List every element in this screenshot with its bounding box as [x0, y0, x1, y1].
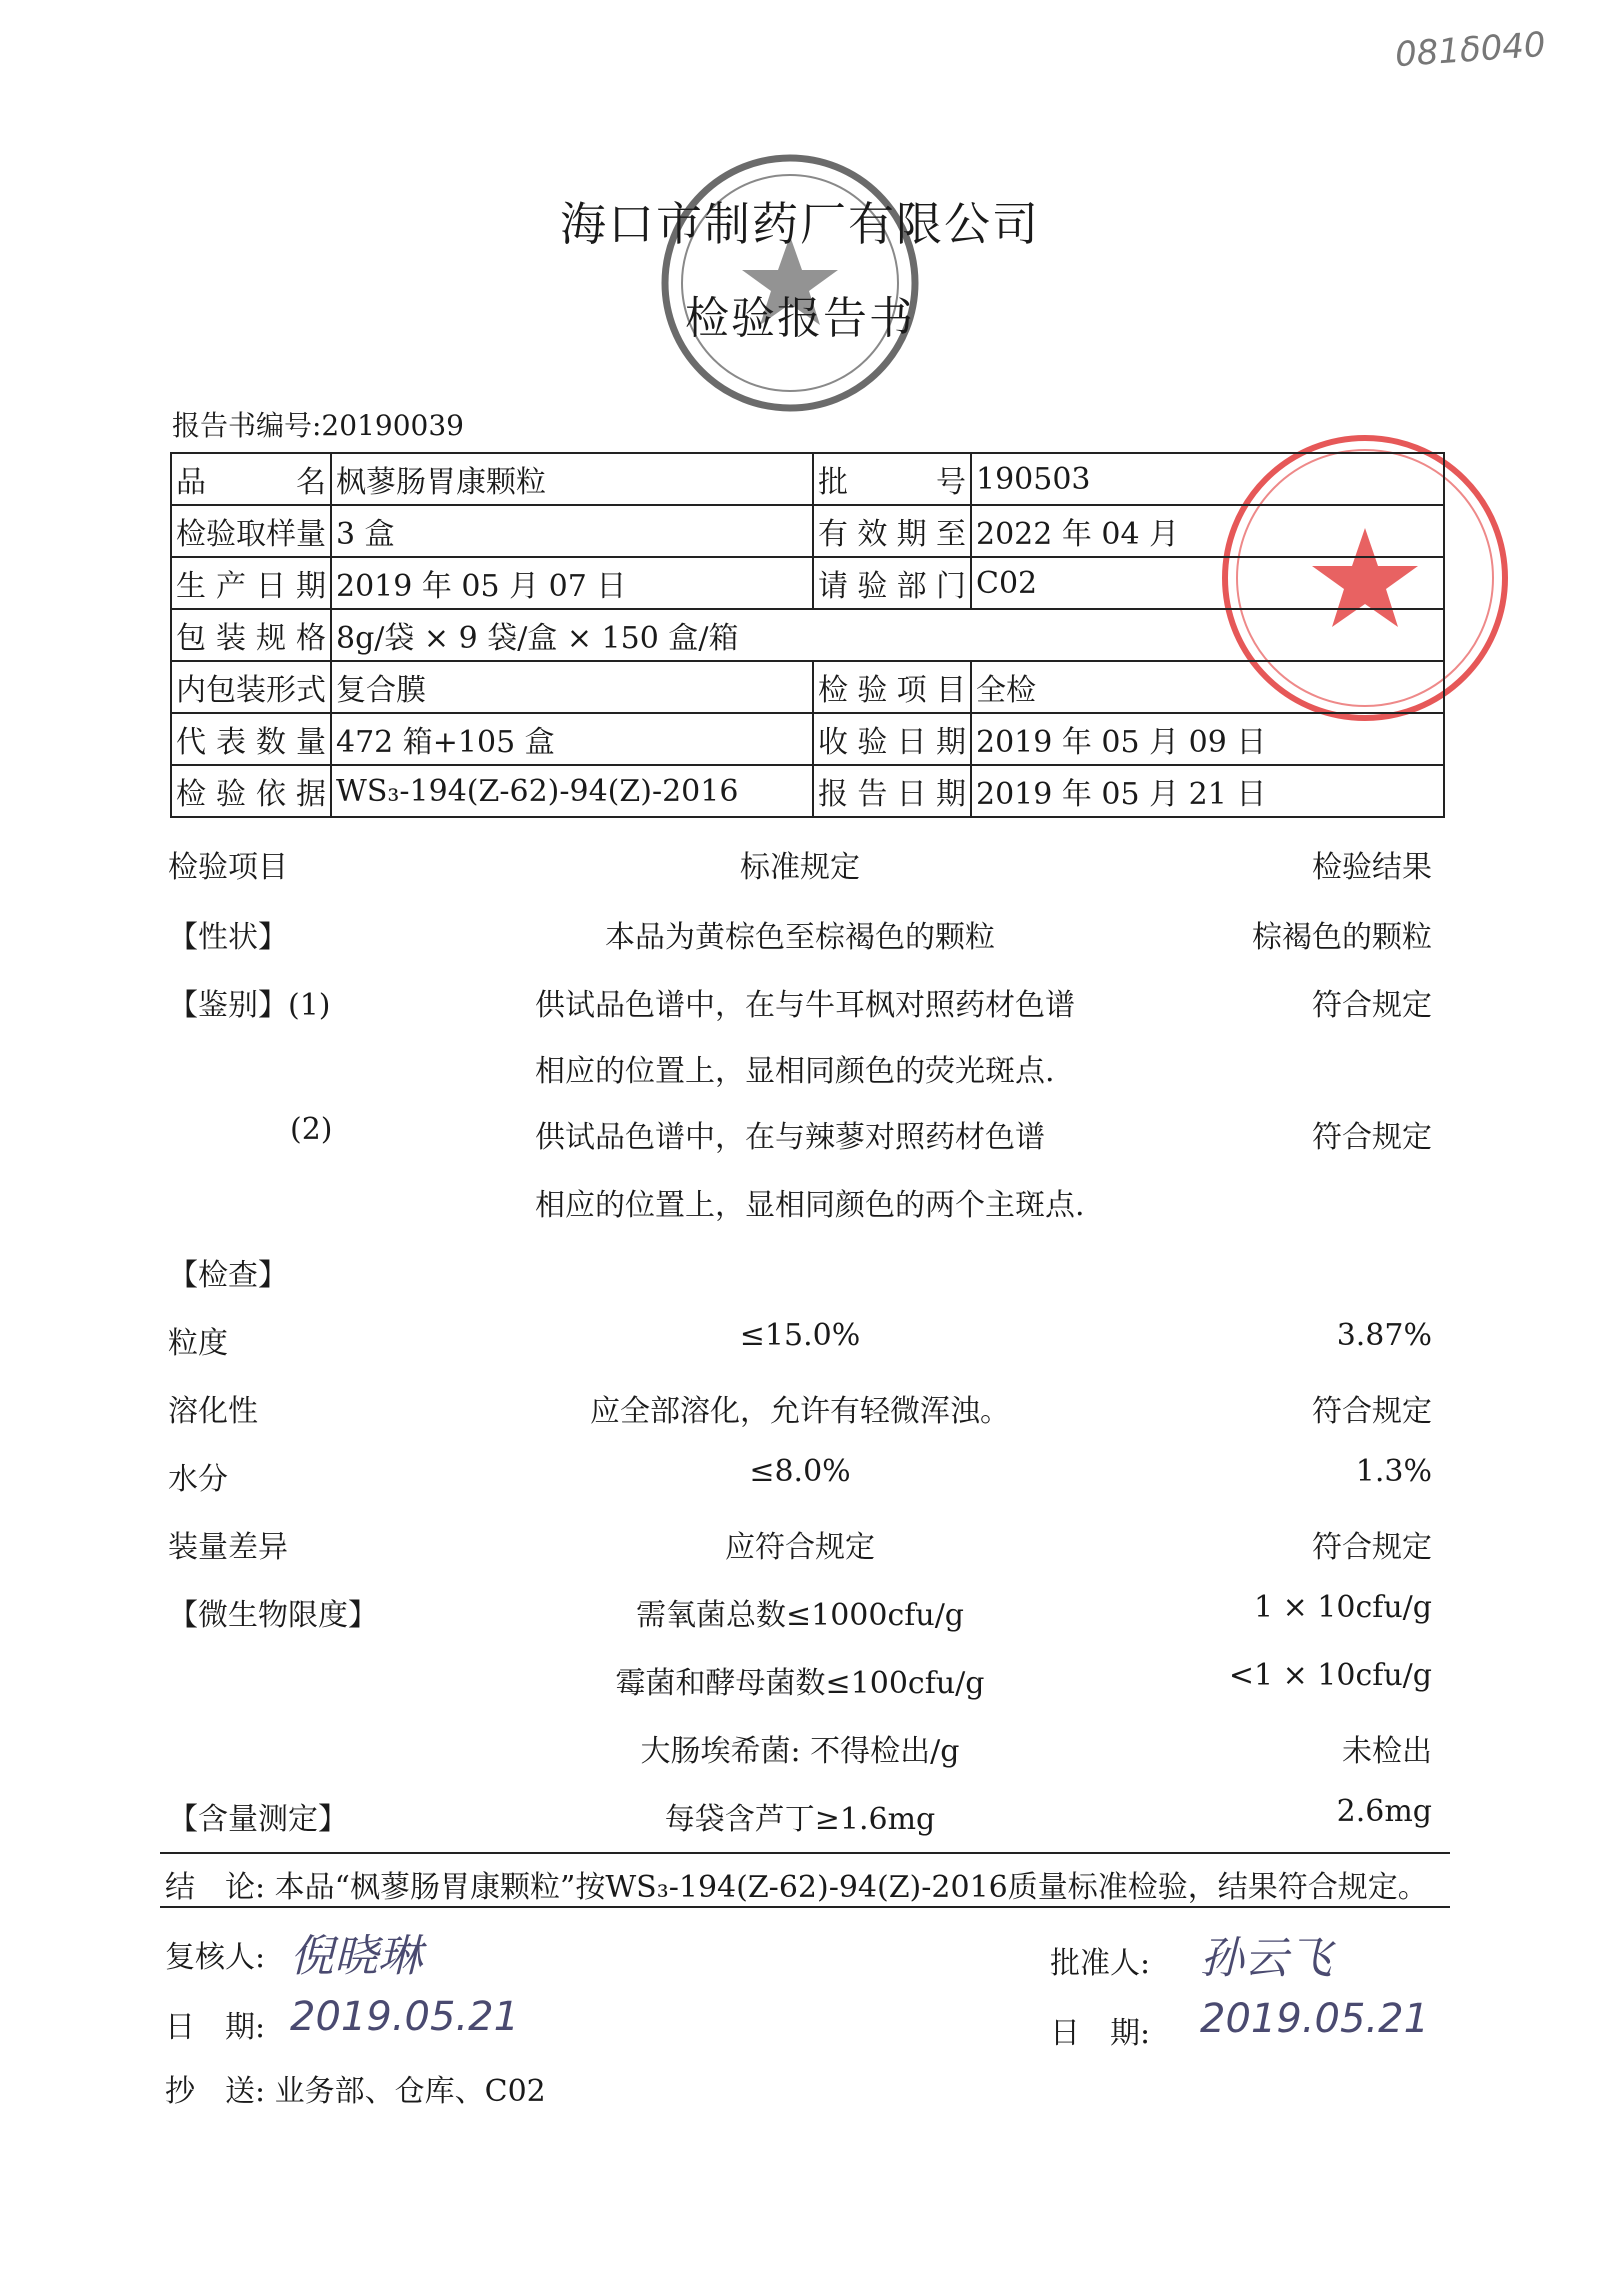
approver-label: 批准人: [1050, 1946, 1151, 1981]
granularity-standard: ≤15.0% [739, 1318, 861, 1353]
check-label: 【检查】 [168, 1258, 288, 1293]
characteristics-standard: 本品为黄棕色至棕褐色的颗粒 [605, 920, 995, 955]
identification-2-line1: 供试品色谱中，在与辣蓼对照药材色谱 [535, 1120, 1045, 1155]
fill-variation-result: 符合规定 [1312, 1530, 1432, 1565]
report-date-value: 2019 年 05 月 21 日 [971, 765, 1444, 817]
solubility-standard: 应全部溶化，允许有轻微浑浊。 [590, 1394, 1010, 1429]
assay-label: 【含量测定】 [168, 1802, 348, 1837]
identification-1-result: 符合规定 [1312, 988, 1432, 1023]
table-row [171, 661, 1444, 713]
solubility-result: 符合规定 [1312, 1394, 1432, 1429]
recv-date-label: 收验日期 [813, 713, 971, 765]
expiry-value: 2022 年 04 月 [971, 505, 1444, 557]
company-name: 海口市制药厂有限公司 [560, 197, 1040, 251]
table-row [171, 453, 1444, 505]
moisture-result: 1.3% [1355, 1454, 1432, 1489]
moisture-standard: ≤8.0% [749, 1454, 851, 1489]
expiry-label: 有效期至 [813, 505, 971, 557]
report-date-label: 报告日期 [813, 765, 971, 817]
table-row [171, 609, 1444, 661]
batch-value: 190503 [971, 453, 1444, 505]
date-left: 2019.05.21 [290, 1994, 520, 2040]
cc-line: 抄 送: 业务部、仓库、C02 [165, 2074, 546, 2109]
reviewer-signature: 倪晓琳 [290, 1931, 422, 1982]
test-item-value: 全检 [971, 661, 1444, 713]
pack-spec-value: 8g/袋 × 9 袋/盒 × 150 盒/箱 [331, 609, 1444, 661]
identification-2-result: 符合规定 [1312, 1120, 1432, 1155]
qty-label: 代表数量 [171, 713, 331, 765]
characteristics-result: 棕褐色的颗粒 [1252, 920, 1432, 955]
recv-date-value: 2019 年 05 月 09 日 [971, 713, 1444, 765]
approver-signature: 孙云飞 [1200, 1933, 1332, 1984]
identification-1-line1: 供试品色谱中，在与牛耳枫对照药材色谱 [535, 988, 1075, 1023]
col-result-header: 检验结果 [1312, 850, 1432, 885]
qty-value: 472 箱+105 盒 [331, 713, 813, 765]
corner-handwritten-note: 081δ040 [1393, 24, 1547, 76]
basis-value: WS₃-194(Z-62)-94(Z)-2016 [331, 765, 813, 817]
col-standard-header: 标准规定 [740, 850, 860, 885]
table-row [171, 713, 1444, 765]
solubility-label: 溶化性 [168, 1394, 258, 1429]
test-item-label: 检验项目 [813, 661, 971, 713]
prod-date-label: 生产日期 [171, 557, 331, 609]
assay-result: 2.6mg [1336, 1794, 1432, 1829]
microbial-2-result: <1 × 10cfu/g [1228, 1658, 1432, 1693]
table-row [171, 765, 1444, 817]
sample-value: 3 盒 [331, 505, 813, 557]
characteristics-label: 【性状】 [168, 920, 288, 955]
product-info-table [170, 452, 1445, 818]
granularity-result: 3.87% [1336, 1318, 1432, 1353]
microbial-3-standard: 大肠埃希菌: 不得检出/g [640, 1734, 960, 1769]
date-right: 2019.05.21 [1200, 1996, 1430, 2042]
identification-1-line2: 相应的位置上，显相同颜色的荧光斑点. [535, 1054, 1055, 1089]
table-row [171, 505, 1444, 557]
conclusion-text: 结 论: 本品“枫蓼肠胃康颗粒”按WS₃-194(Z-62)-94(Z)-2016质量标准检验，结果符合规定。 [165, 1870, 1428, 1905]
granularity-label: 粒度 [168, 1326, 228, 1361]
date-label-right: 日 期: [1050, 2016, 1151, 2051]
table-row [171, 557, 1444, 609]
inner-pack-value: 复合膜 [331, 661, 813, 713]
prod-date-value: 2019 年 05 月 07 日 [331, 557, 813, 609]
fill-variation-standard: 应符合规定 [725, 1530, 875, 1565]
reviewer-label: 复核人: [165, 1940, 266, 1975]
pack-spec-label: 包装规格 [171, 609, 331, 661]
identification-label: 【鉴别】(1) [168, 988, 331, 1023]
divider-top [160, 1852, 1450, 1854]
microbial-1-standard: 需氧菌总数≤1000cfu/g [635, 1598, 965, 1633]
report-title: 检验报告书 [685, 293, 915, 344]
dept-label: 请验部门 [813, 557, 971, 609]
batch-label: 批 号 [813, 453, 971, 505]
identification-2-label: (2) [290, 1112, 333, 1147]
date-label-left: 日 期: [165, 2010, 266, 2045]
microbial-label: 【微生物限度】 [168, 1598, 378, 1633]
col-item-header: 检验项目 [168, 850, 288, 885]
assay-standard: 每袋含芦丁≥1.6mg [664, 1802, 936, 1837]
microbial-2-standard: 霉菌和酵母菌数≤100cfu/g [615, 1666, 985, 1701]
sample-label: 检验取样量 [171, 505, 331, 557]
inner-pack-label: 内包装形式 [171, 661, 331, 713]
fill-variation-label: 装量差异 [168, 1530, 288, 1565]
identification-2-line2: 相应的位置上，显相同颜色的两个主斑点. [535, 1188, 1085, 1223]
basis-label: 检验依据 [171, 765, 331, 817]
microbial-3-result: 未检出 [1342, 1734, 1432, 1769]
report-number: 报告书编号:20190039 [172, 409, 464, 442]
moisture-label: 水分 [168, 1462, 228, 1497]
product-value: 枫蓼肠胃康颗粒 [331, 453, 813, 505]
dept-value: C02 [971, 557, 1444, 609]
divider-bottom [160, 1906, 1450, 1908]
microbial-1-result: 1 × 10cfu/g [1253, 1590, 1432, 1625]
product-label: 品 名 [171, 453, 331, 505]
